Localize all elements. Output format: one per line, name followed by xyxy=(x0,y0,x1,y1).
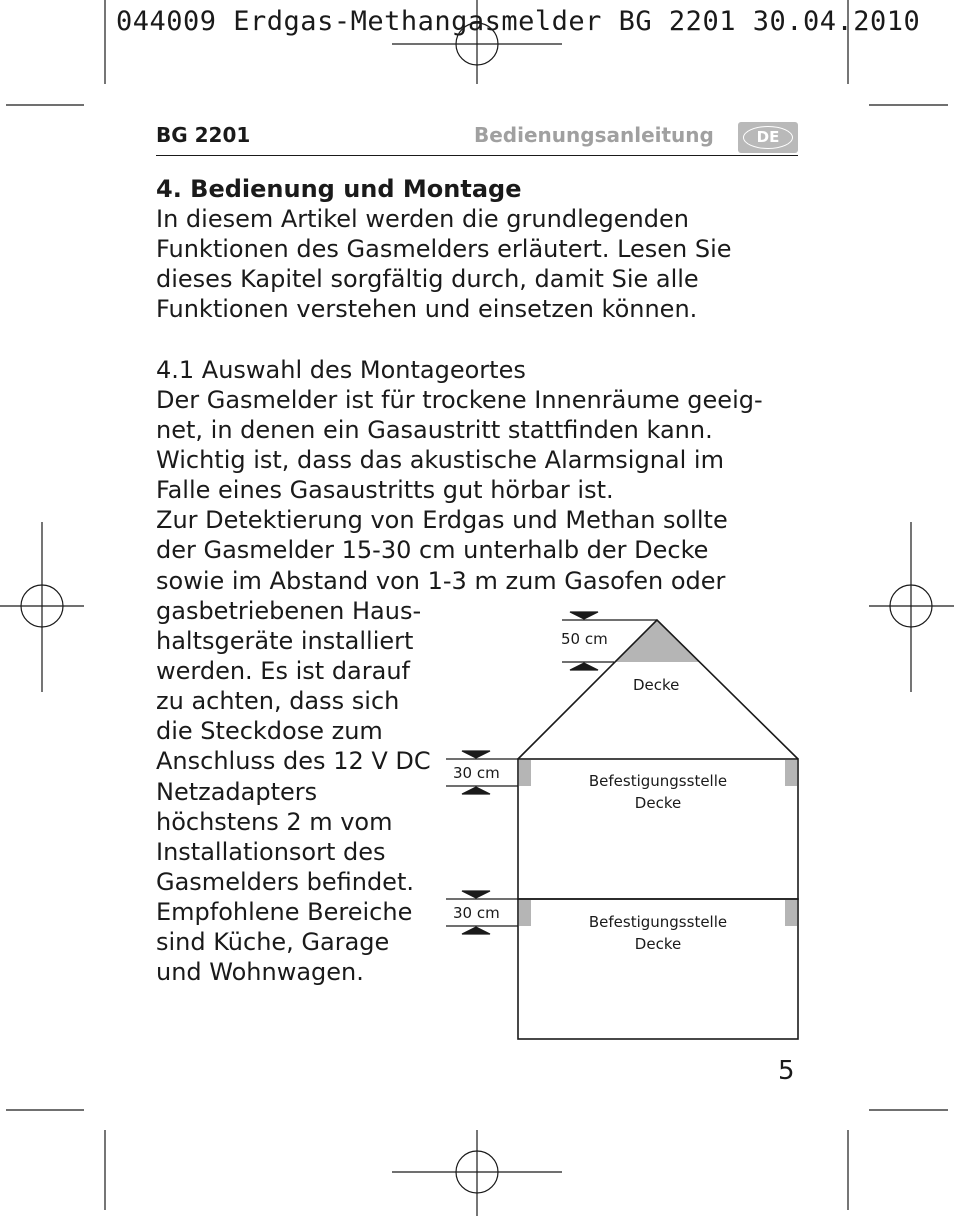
print-slug: 044009 Erdgas-Methangasmelder BG 2201 30.04.2010 xyxy=(116,6,921,37)
text-line: net, in denen ein Gasaustritt stattfinden kann. xyxy=(156,416,713,445)
text-line: und Wohnwagen. xyxy=(156,958,364,987)
text-line: Empfohlene Bereiche xyxy=(156,897,413,926)
text-line: sind Küche, Garage xyxy=(156,928,390,957)
text-line: haltsgeräte installiert xyxy=(156,627,414,656)
upper-mount-label-line2: Decke xyxy=(634,794,682,812)
text-line: der Gasmelder 15-30 cm unterhalb der Decke xyxy=(156,536,709,565)
header-doc-type: Bedienungsanleitung xyxy=(474,123,714,147)
lower-mount-label-line2: Decke xyxy=(634,935,682,953)
text-line: Installationsort des xyxy=(156,837,386,866)
text-line: dieses Kapitel sorgfältig durch, damit Sie alle xyxy=(156,265,699,294)
header-model: BG 2201 xyxy=(156,123,251,147)
page-number: 5 xyxy=(778,1056,795,1086)
text-line: zu achten, dass sich xyxy=(156,687,400,716)
upper-mount-label-line1: Befestigungsstelle xyxy=(588,772,728,790)
roof-dimension-label: 50 cm xyxy=(561,630,608,648)
text-line: Wichtig ist, dass das akustische Alarmsignal im xyxy=(156,446,724,475)
upper-dimension-label: 30 cm xyxy=(453,764,500,782)
text-line: gasbetriebenen Haus- xyxy=(156,597,422,625)
text-line: Anschluss des 12 V DC xyxy=(156,747,431,776)
roof-label: Decke xyxy=(633,676,680,694)
text-line: Gasmelders befindet. xyxy=(156,867,414,896)
registration-mark-left xyxy=(0,522,84,692)
text-line: Funktionen verstehen und einsetzen können. xyxy=(156,295,698,324)
text-line: sowie im Abstand von 1-3 m zum Gasofen oder xyxy=(156,566,726,595)
text-line: höchstens 2 m vom xyxy=(156,807,393,836)
registration-mark-bottom xyxy=(392,1130,562,1216)
text-line: die Steckdose zum xyxy=(156,717,383,746)
text-line: werden. Es ist darauf xyxy=(156,657,410,686)
lower-mount-label-line1: Befestigungsstelle xyxy=(588,913,728,931)
text-line: Zur Detektierung von Erdgas und Methan sollte xyxy=(156,506,728,535)
lower-dimension-label: 30 cm xyxy=(453,904,500,922)
language-badge-label: DE xyxy=(743,126,793,149)
text-line: In diesem Artikel werden die grundlegenden xyxy=(156,205,689,233)
registration-mark-right xyxy=(869,522,954,692)
text-line: Der Gasmelder ist für trockene Innenräume geeig- xyxy=(156,386,763,414)
registration-mark-top xyxy=(392,0,562,84)
subsection-title: 4.1 Auswahl des Montageortes xyxy=(156,356,526,384)
text-line: Netzadapters xyxy=(156,777,318,806)
text-line: Funktionen des Gasmelders erläutert. Lesen Sie xyxy=(156,235,732,264)
section-title: 4. Bedienung und Montage xyxy=(156,175,522,203)
text-line: Falle eines Gasaustritts gut hörbar ist. xyxy=(156,476,614,505)
